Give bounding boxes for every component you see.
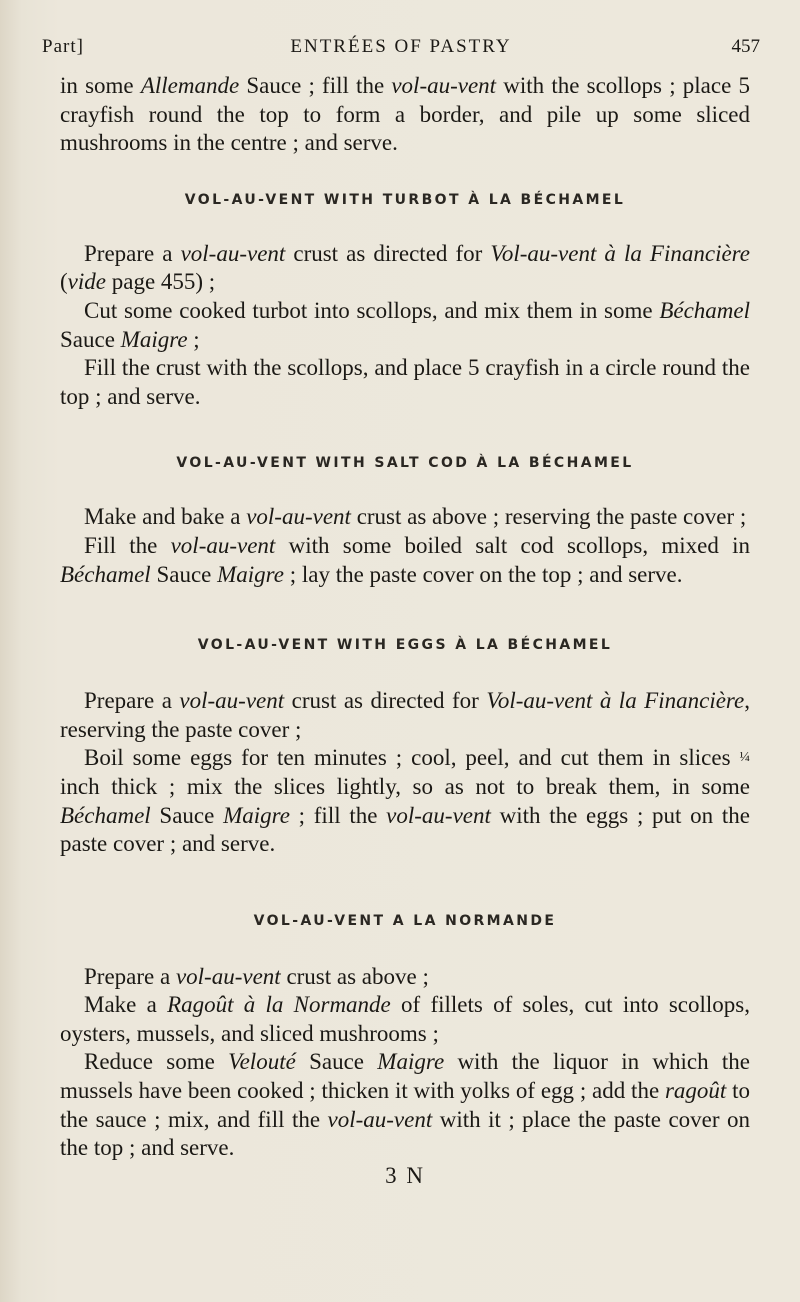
heading-turbot: VOL-AU-VENT WITH TURBOT À LA BÉCHAMEL [184,191,626,208]
normande-step-3: Reduce some Velouté Sauce Maigre with the liquor in which the mussels have been cooked ; thicken it with yolks of egg ; add the ragoût to the sauce ; mix, and fill the vol-au-vent with it ; place the paste cover on the top ; and serve. [60,1049,751,1161]
turbot-step-2: Cut some cooked turbot into scollops, and mix them in some Béchamel Sauce Maigre ; [60,297,750,352]
turbot-step-1: Prepare a vol-au-vent crust as directed for Vol-au-vent à la Financière (vide page 455) ; [60,240,750,295]
eggs-step-2: Boil some eggs for ten minutes ; cool, peel, and cut them in slices ¼ inch thick ; mix the slices lightly, so as not to break them, in some Béchamel Sauce Maigre ; fill the vol-au-vent with the eggs ; put on the paste cover ; and serve. [60,745,750,857]
turbot-step-3: Fill the crust with the scollops, and place 5 crayfish in a circle round the top ; and serve. [60,355,750,409]
salt-cod-step-1: Make and bake a vol-au-vent crust as above ; reserving the paste cover ; [84,504,747,530]
fraction-quarter: ¼ [739,750,750,766]
normande-step-2: Make a Ragoût à la Normande of fillets of soles, cut into scollops, oysters, mussels, and sliced mushrooms ; [60,992,750,1046]
normande-step-1: Prepare a vol-au-vent crust as above ; [84,963,429,989]
signature-mark: 3 N [385,1162,425,1188]
intro-paragraph: in some Allemande Sauce ; fill the vol-au-vent with the scollops ; place 5 crayfish round the top to form a border, and pile up some sliced mushrooms in the centre ; and serve. [60,73,750,156]
heading-normande: VOL-AU-VENT A LA NORMANDE [253,912,557,929]
page-number: 457 [731,36,760,57]
heading-salt-cod: VOL-AU-VENT WITH SALT COD À LA BÉCHAMEL [176,455,634,472]
header-part: Part] [42,36,84,57]
heading-eggs: VOL-AU-VENT WITH EGGS À LA BÉCHAMEL [197,637,613,654]
header-title: ENTRÉES OF PASTRY [290,36,512,57]
eggs-step-1: Prepare a vol-au-vent crust as directed for Vol-au-vent à la Financière, reserving the paste cover ; [60,688,750,742]
page-content [60,72,750,1189]
running-header [42,36,760,66]
salt-cod-step-2: Fill the vol-au-vent with some boiled salt cod scollops, mixed in Béchamel Sauce Maigre ; lay the paste cover on the top ; and serve. [60,532,750,587]
